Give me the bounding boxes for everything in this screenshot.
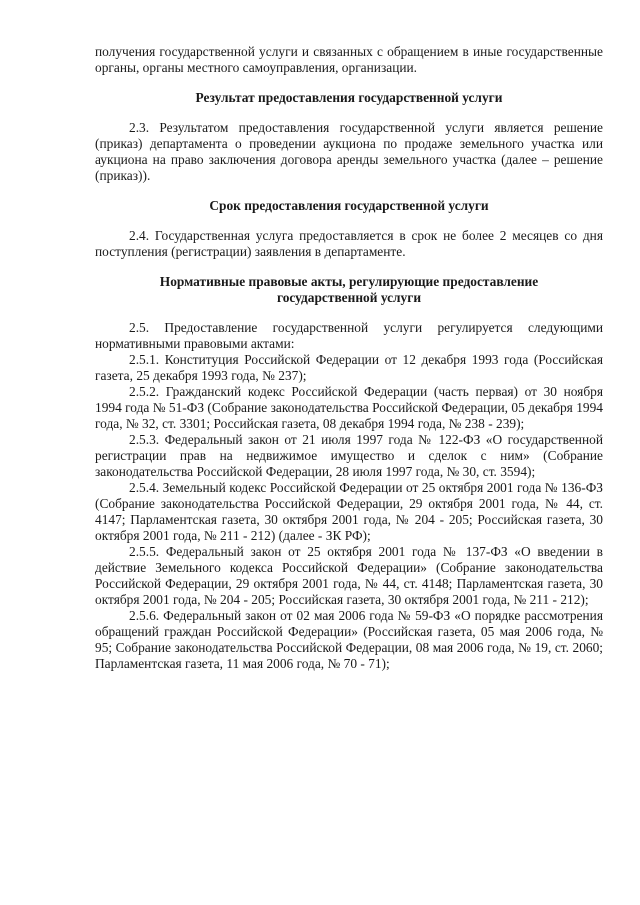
paragraph-2-5-4: 2.5.4. Земельный кодекс Российской Федерации от 25 октября 2001 года № 136-ФЗ (Собрание законодательства Российской Федерации, 29 октября 2001 года, № 44, ст. 4147; Парламентская газета, 30 октября 2001 года, № 204 - 205; Российская газета, 30 октября 2001 года, № 211 - 212) (далее - ЗК РФ);	[95, 480, 603, 543]
document-page	[95, 44, 603, 672]
paragraph-2-4: 2.4. Государственная услуга предоставляется в срок не более 2 месяцев со дня поступления (регистрации) заявления в департаменте.	[95, 228, 603, 259]
paragraph-2-5-3: 2.5.3. Федеральный закон от 21 июля 1997 года № 122-ФЗ «О государственной регистрации прав на недвижимое имущество и сделок с ним» (Собрание законодательства Российской Федерации, 28 июля 1997 года, № 30, ст. 3594);	[95, 432, 603, 479]
section-heading-result: Результат предоставления государственной услуги	[195, 90, 503, 105]
paragraph-2-5-1: 2.5.1. Конституция Российской Федерации от 12 декабря 1993 года (Российская газета, 25 декабря 1993 года, № 237);	[95, 352, 603, 383]
intro-paragraph: получения государственной услуги и связанных с обращением в иные государственные органы, органы местного самоуправления, организации.	[95, 44, 603, 75]
section-heading-legal-acts-line1: Нормативные правовые акты, регулирующие предоставление	[159, 274, 539, 289]
paragraph-2-5: 2.5. Предоставление государственной услуги регулируется следующими нормативными правовыми актами:	[95, 320, 603, 351]
paragraph-2-3: 2.3. Результатом предоставления государственной услуги является решение (приказ) департамента о проведении аукциона по продаже земельного участка или аукциона на право заключения договора аренды земельного участка (далее – решение (приказ)).	[95, 120, 603, 183]
paragraph-2-5-6: 2.5.6. Федеральный закон от 02 мая 2006 года № 59-ФЗ «О порядке рассмотрения обращений граждан Российской Федерации» (Российская газета, 05 мая 2006 года, № 95; Собрание законодательства Российской Федерации, 08 мая 2006 года, № 19, ст. 2060; Парламентская газета, 11 мая 2006 года, № 70 - 71);	[95, 608, 603, 671]
paragraph-2-5-2: 2.5.2. Гражданский кодекс Российской Федерации (часть первая) от 30 ноября 1994 года № 51-ФЗ (Собрание законодательства Российской Федерации, 05 декабря 1994 года, № 32, ст. 3301; Российская газета, 08 декабря 1994 года, № 238 - 239);	[95, 384, 603, 431]
section-heading-term: Срок предоставления государственной услуги	[209, 198, 489, 213]
paragraph-2-5-5: 2.5.5. Федеральный закон от 25 октября 2001 года № 137-ФЗ «О введении в действие Земельного кодекса Российской Федерации» (Собрание законодательства Российской Федерации, 29 октября 2001 года, № 44, ст. 4148; Парламентская газета, 30 октября 2001 года, № 204 - 205; Российская газета, 30 октября 2001 года, № 211 - 212);	[95, 544, 603, 607]
section-heading-legal-acts-line2: государственной услуги	[276, 290, 422, 305]
section-heading-legal-acts	[95, 274, 603, 306]
